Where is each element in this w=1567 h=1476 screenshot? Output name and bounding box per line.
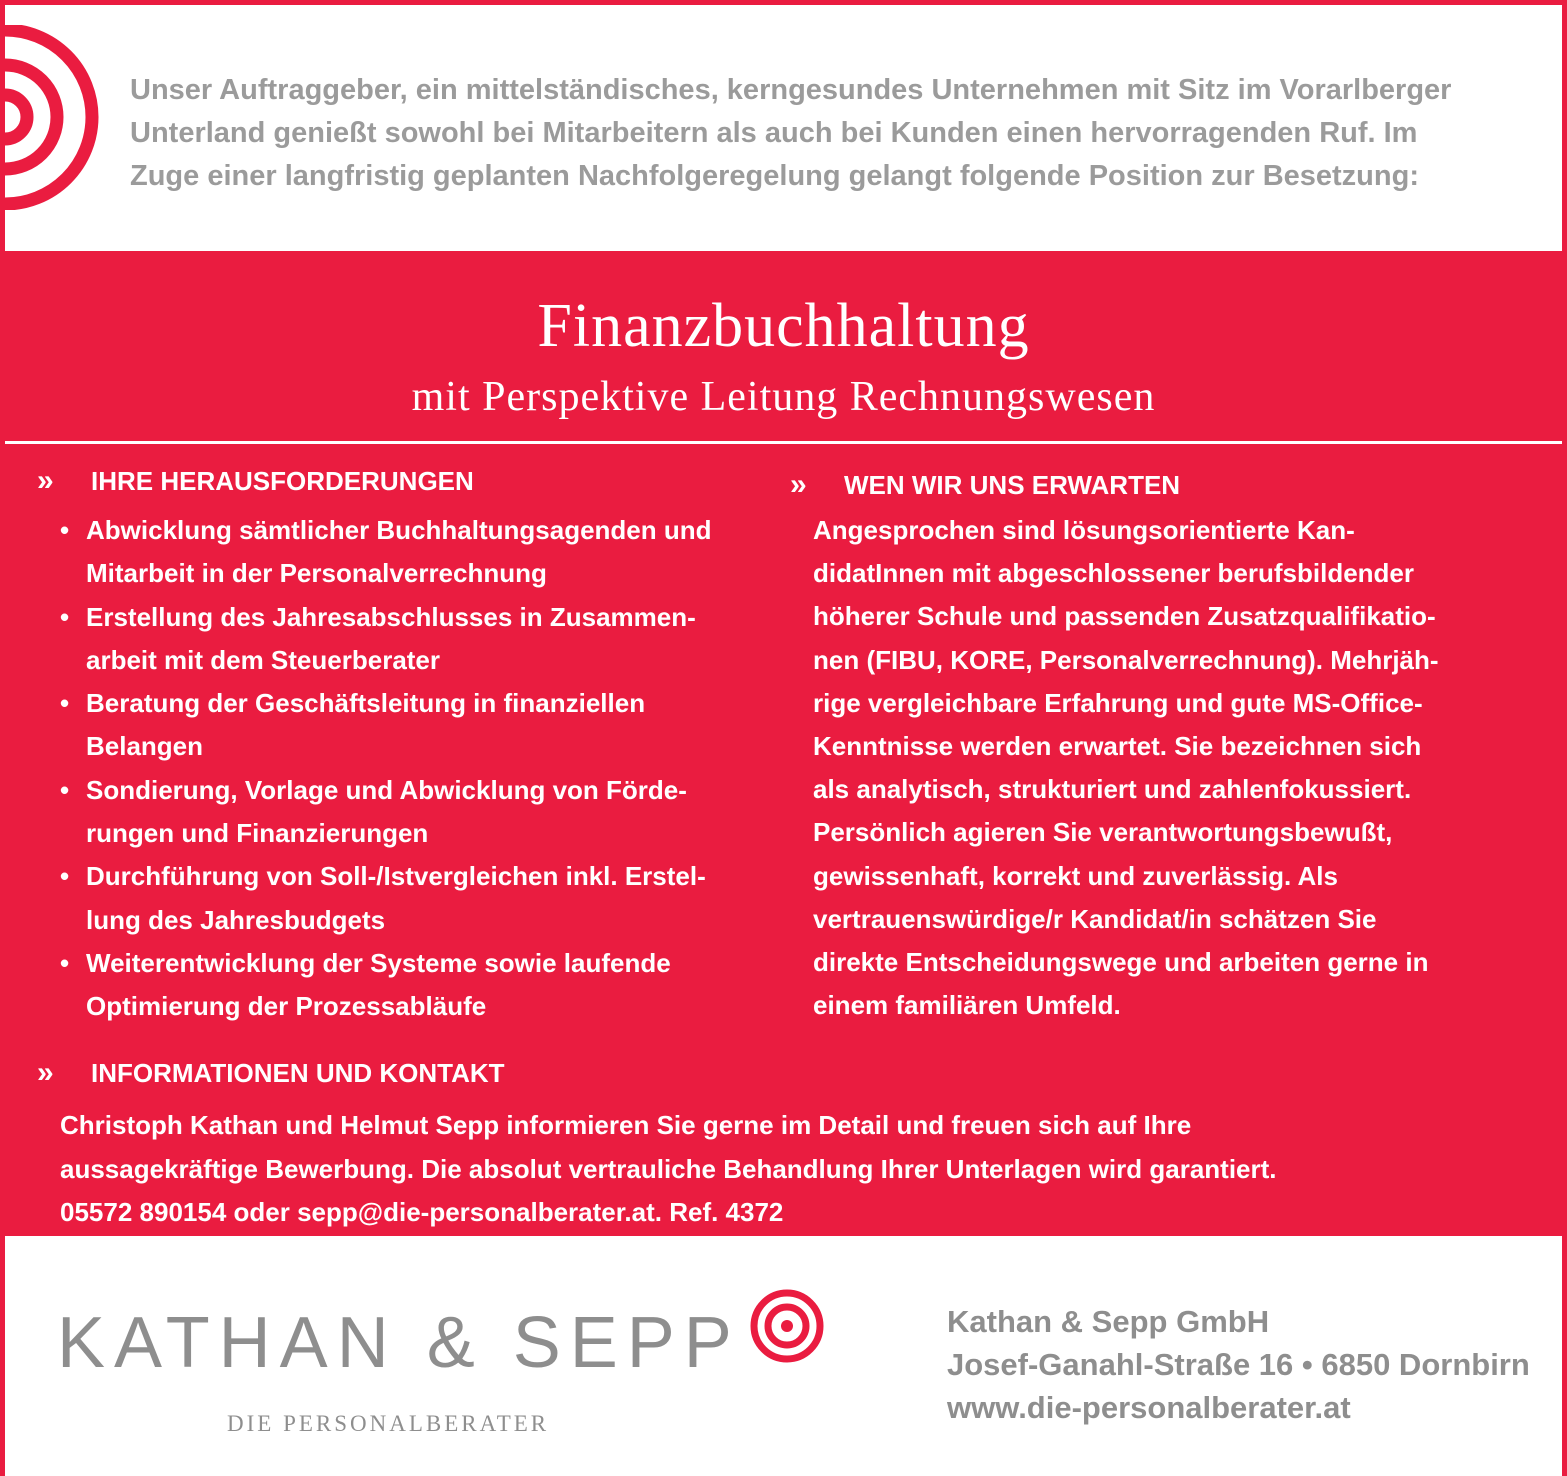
logo-wordmark: KATHAN & SEPP xyxy=(57,1303,741,1383)
intro-paragraph xyxy=(130,69,1530,198)
intro-section xyxy=(5,5,1562,251)
list-item: • Beratung der Geschäftsleitung in finanziellen Belangen xyxy=(60,682,780,769)
position-section xyxy=(5,251,1562,1236)
company-address xyxy=(947,1300,1530,1429)
bullet-icon: • xyxy=(60,947,70,978)
double-chevron-icon: » xyxy=(37,1056,50,1089)
bullet-icon: • xyxy=(60,774,70,805)
concentric-arcs-icon xyxy=(5,25,100,210)
logo-tagline: DIE PERSONALBERATER xyxy=(227,1411,550,1436)
company-name: Kathan & Sepp GmbH xyxy=(947,1304,1270,1339)
list-item: • Abwicklung sämtlicher Buchhaltungsagenden und Mitarbeit in der Personalverrechnung xyxy=(60,509,780,596)
bullet-icon: • xyxy=(60,688,70,719)
intro-line: Unterland genießt sowohl bei Mitarbeitern als auch bei Kunden einen hervorragenden Ruf. Im xyxy=(130,117,1418,149)
expectations-heading xyxy=(790,469,1180,501)
bullet-icon: • xyxy=(60,861,70,892)
challenges-heading xyxy=(37,465,474,497)
position-subtitle: mit Perspektive Leitung Rechnungswesen xyxy=(411,374,1156,420)
challenges-list xyxy=(60,509,780,1029)
expectations-paragraph: Angesprochen sind lösungsorientierte Kan- didatInnen mit abgeschlossener berufsbildender höherer Schule und passenden Zusatzqualifikatio- nen (FIBU, KORE, Personalverrechnung). Mehrjäh- rige vergleichbare Erfahrung und gute MS-Office- Kenntnisse werden erwartet. Sie bezeichnen sich als analytisch, strukturiert und zahlenfokussiert. Persönlich agieren Sie verantwortungsbewußt, gewissenhaft, korrekt und zuverlässig. Als vertrauenswürdige/r Kandidat/in schätzen Sie direkte Entscheidungswege und arbeiten gerne in einem familiären Umfeld. xyxy=(813,515,1439,1021)
double-chevron-icon: » xyxy=(37,464,50,497)
footer xyxy=(5,1236,1562,1476)
intro-line: Unser Auftraggeber, ein mittelständisches, kerngesundes Unternehmen mit Sitz im Vorarlberger xyxy=(130,74,1452,106)
website-link[interactable]: www.die-personalberater.at xyxy=(947,1390,1351,1425)
list-item: • Durchführung von Soll-/Istvergleichen inkl. Erstel- lung des Jahresbudgets xyxy=(60,855,780,942)
double-chevron-icon: » xyxy=(790,468,803,501)
list-item: • Sondierung, Vorlage und Abwicklung von Förde- rungen und Finanzierungen xyxy=(60,769,780,856)
intro-line: Zuge einer langfristig geplanten Nachfolgeregelung gelangt folgende Position zur Besetzung: xyxy=(130,160,1419,192)
position-title: Finanzbuchhaltung xyxy=(537,292,1030,360)
contact-paragraph: Christoph Kathan und Helmut Sepp informieren Sie gerne im Detail und freuen sich auf Ihre aussagekräftige Bewerbung. Die absolut vertrauliche Behandlung Ihrer Unterlagen wird garantiert. 05572 890154 oder sepp@die-personalberater.at. Ref. 4372 xyxy=(60,1110,1277,1227)
expectations-heading-label: WEN WIR UNS ERWARTEN xyxy=(844,470,1181,500)
challenges-heading-label: IHRE HERAUSFORDERUNGEN xyxy=(91,466,474,496)
target-icon xyxy=(749,1288,825,1364)
contact-heading xyxy=(37,1057,505,1089)
section-divider xyxy=(5,441,1562,444)
bullet-icon: • xyxy=(60,601,70,632)
list-item: • Weiterentwicklung der Systeme sowie laufende Optimierung der Prozessabläufe xyxy=(60,942,780,1029)
list-item: • Erstellung des Jahresabschlusses in Zusammen- arbeit mit dem Steuerberater xyxy=(60,596,780,683)
bullet-icon: • xyxy=(60,515,70,545)
contact-heading-label: INFORMATIONEN UND KONTAKT xyxy=(91,1058,505,1088)
street-address: Josef-Ganahl-Straße 16 • 6850 Dornbirn xyxy=(947,1347,1530,1382)
